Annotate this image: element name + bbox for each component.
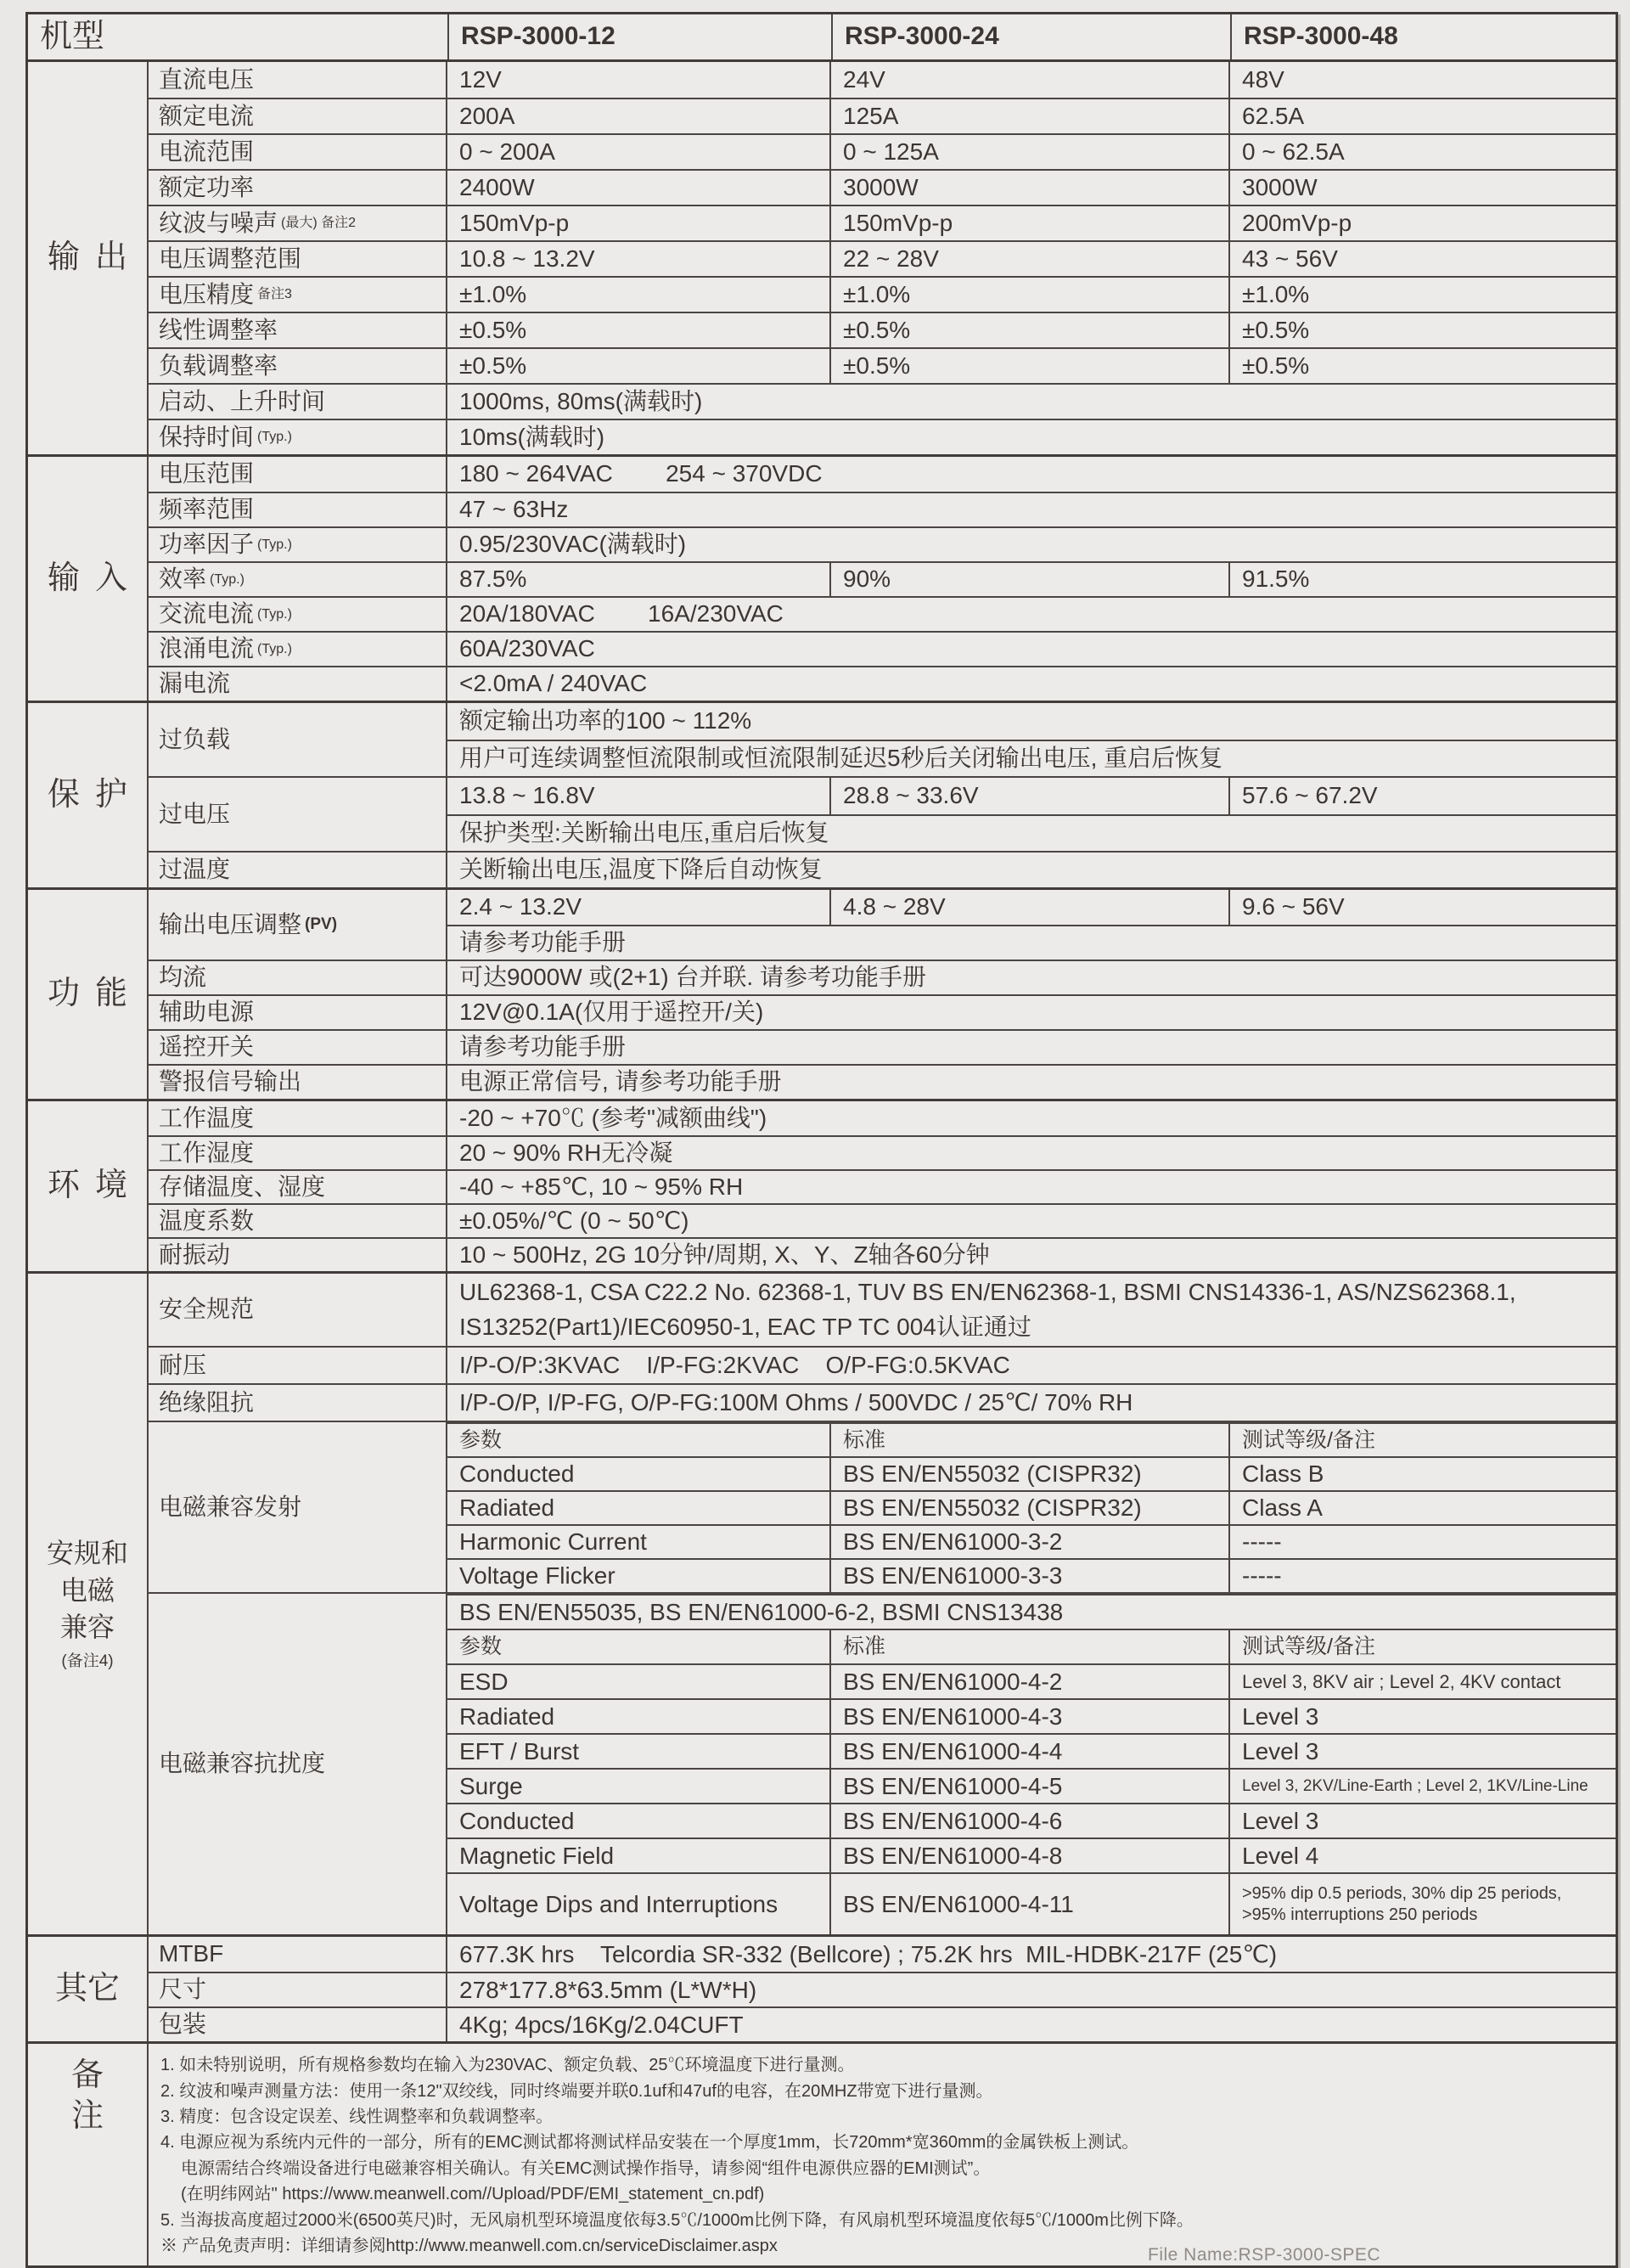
row-label: 过温度 — [149, 853, 447, 887]
row-storage-temp-humidity — [149, 1169, 1616, 1203]
row-emc-immunity — [149, 1592, 1616, 1934]
test-level: Level 3 — [1242, 1702, 1319, 1730]
standard: BS EN/EN61000-4-8 — [831, 1839, 1230, 1872]
parameter: Conducted — [447, 1804, 831, 1837]
row-label: 温度系数 — [149, 1205, 447, 1237]
row-label: 电磁兼容发射 — [149, 1422, 447, 1592]
section-environment-label: 环境 — [28, 1101, 149, 1271]
standard: BS EN/EN61000-3-3 — [831, 1560, 1230, 1592]
row-label: 额定电流 — [149, 99, 447, 133]
safety-standards-value: UL62368-1, CSA C22.2 No. 62368-1, TUV BS EN/EN62368-1, BSMI CNS14336-1, AS/NZS62368.1, IS13252(Part1)/IEC60950-1, EAC TP TC 004认证通过 — [459, 1279, 1523, 1340]
section-environment — [28, 1099, 1616, 1271]
row-label-note: (Typ.) — [257, 606, 292, 622]
note-3: 3. 精度：包含设定误差、线性调整率和负载调整率。 — [160, 2107, 554, 2126]
row-voltage-tolerance — [149, 276, 1616, 312]
row-label: 存储温度、湿度 — [149, 1171, 447, 1203]
model-name-rsp-3000-48: RSP-3000-48 — [1244, 22, 1398, 51]
row-voltage-adj-range — [149, 240, 1616, 276]
value-all-models: 10ms(满载时) — [459, 423, 605, 450]
value-all-models: ±0.05%/℃ (0 ~ 50℃) — [459, 1207, 689, 1234]
standard: BS EN/EN61000-4-4 — [831, 1735, 1230, 1768]
section-others — [28, 1934, 1616, 2041]
note-4: 4. 电源应视为系统内元件的一部分，所有的EMC测试都将测试样品安装在一个厚度1mm，长720mm*宽360mm的金属铁板上测试。 — [160, 2133, 1139, 2153]
parameter: Harmonic Current — [447, 1526, 831, 1558]
emission-row-radiated — [447, 1490, 1616, 1524]
row-label: 警报信号输出 — [149, 1066, 447, 1099]
standard: BS EN/EN61000-4-2 — [831, 1665, 1230, 1698]
test-level: Level 3, 2KV/Line-Earth ; Level 2, 1KV/Line-Line — [1242, 1776, 1588, 1795]
value-48: ±0.5% — [1242, 316, 1310, 343]
mtbf-value: 677.3K hrs Telcordia SR-332 (Bellcore) ; 75.2K hrs MIL-HDBK-217F (25℃) — [459, 1940, 1278, 1967]
test-level: Level 3 — [1242, 1737, 1319, 1764]
row-label-note: (最大) 备注2 — [281, 216, 357, 231]
safety-label-line3: 兼容 — [59, 1611, 115, 1642]
standard: BS EN/EN61000-4-3 — [831, 1700, 1230, 1733]
row-label: 安全规范 — [149, 1274, 447, 1346]
row-packing — [149, 2006, 1616, 2041]
note-4-url: (在明纬网站" https://www.meanwell.com//Upload/PDF/EMI_statement_cn.pdf) — [181, 2185, 765, 2204]
model-header-row — [28, 14, 1616, 59]
row-label: 耐振动 — [149, 1239, 447, 1271]
value-48: ±1.0% — [1242, 280, 1310, 307]
overload-behavior: 用户可连续调整恒流限制或恒流限制延迟5秒后关闭输出电压, 重启后恢复 — [459, 745, 1223, 772]
value-12: 87.5% — [447, 563, 831, 596]
parameter: Voltage Flicker — [447, 1560, 831, 1592]
value-48: 91.5% — [1242, 566, 1310, 593]
row-label: 启动、上升时间 — [149, 385, 447, 419]
row-label: 额定功率 — [149, 171, 447, 205]
row-label: 耐压 — [149, 1348, 447, 1383]
row-label: 线性调整率 — [149, 313, 447, 347]
value-12: 2.4 ~ 13.2V — [447, 890, 831, 925]
value-12: 12V — [447, 62, 831, 98]
spec-table — [25, 12, 1618, 2268]
emission-row-voltage-flicker — [447, 1558, 1616, 1592]
row-dc-voltage — [149, 62, 1616, 98]
parameter: ESD — [447, 1665, 831, 1698]
value-48: 0 ~ 62.5A — [1242, 138, 1345, 165]
row-withstand-voltage — [149, 1346, 1616, 1383]
value-24: 4.8 ~ 28V — [831, 890, 1230, 925]
row-overvoltage — [149, 776, 1616, 851]
row-label: 辅助电源 — [149, 996, 447, 1029]
row-label: 负载调整率 — [149, 349, 447, 383]
overload-range: 额定输出功率的100 ~ 112% — [459, 707, 752, 734]
test-level: ----- — [1242, 1562, 1282, 1590]
value-12: ±0.5% — [447, 313, 831, 347]
note-1: 1. 如未特别说明，所有规格参数均在输入为230VAC、额定负载、25℃环境温度下进行量测。 — [160, 2056, 855, 2075]
standard: BS EN/EN61000-4-5 — [831, 1770, 1230, 1803]
row-efficiency — [149, 561, 1616, 596]
row-power-factor — [149, 526, 1616, 561]
row-label-note: (Typ.) — [257, 537, 292, 552]
parameter: Magnetic Field — [447, 1839, 831, 1872]
row-dimension — [149, 1972, 1616, 2006]
row-label: 输出电压调整 (PV) — [149, 890, 447, 960]
row-label: 绝缘阻抗 — [149, 1385, 447, 1421]
row-inrush-current — [149, 631, 1616, 666]
test-level: Level 3 — [1242, 1807, 1319, 1834]
row-label: 漏电流 — [149, 667, 447, 701]
row-overload — [149, 703, 1616, 776]
model-header-label: 机型 — [28, 14, 449, 59]
immunity-standards-line — [447, 1594, 1616, 1629]
row-label: 直流电压 — [149, 62, 447, 98]
overtemperature-behavior: 关断输出电压,温度下降后自动恢复 — [459, 856, 823, 883]
packing-value: 4Kg; 4pcs/16Kg/2.04CUFT — [459, 2011, 744, 2038]
row-label: 交流电流 (Typ.) — [149, 598, 447, 631]
row-label: 遥控开关 — [149, 1031, 447, 1064]
value-24: 28.8 ~ 33.6V — [831, 778, 1230, 814]
emission-row-conducted — [447, 1456, 1616, 1490]
immunity-row-esd — [447, 1663, 1616, 1698]
row-label: 尺寸 — [149, 1973, 447, 2006]
row-leakage-current — [149, 666, 1616, 701]
value-24: 3000W — [831, 171, 1230, 205]
model-name-rsp-3000-12: RSP-3000-12 — [449, 14, 833, 59]
row-ripple-noise — [149, 205, 1616, 240]
value-all-models: -20 ~ +70℃ (参考"减额曲线") — [459, 1104, 767, 1131]
value-all-models: 电源正常信号, 请参考功能手册 — [459, 1068, 782, 1095]
row-alarm-signal — [149, 1064, 1616, 1099]
row-label: 纹波与噪声 (最大) 备注2 — [149, 206, 447, 240]
value-48: ±0.5% — [1242, 352, 1310, 379]
row-label: 过负载 — [149, 703, 447, 776]
isolation-resistance-value: I/P-O/P, I/P-FG, O/P-FG:100M Ohms / 500VDC / 25℃/ 70% RH — [459, 1389, 1133, 1416]
value-all-models: 20A/180VAC 16A/230VAC — [459, 600, 784, 627]
emc-emission-table — [447, 1422, 1616, 1592]
row-emc-emission — [149, 1421, 1616, 1592]
row-label: 均流 — [149, 961, 447, 994]
col-standard: 标准 — [831, 1424, 1230, 1456]
row-setup-rise-time — [149, 383, 1616, 419]
value-12: 0 ~ 200A — [447, 135, 831, 169]
immunity-row-radiated — [447, 1698, 1616, 1733]
row-output-voltage-adjust-pv — [149, 890, 1616, 960]
row-working-temperature — [149, 1101, 1616, 1135]
value-all-models: 12V@0.1A(仅用于遥控开/关) — [459, 999, 764, 1026]
row-label: 保持时间 (Typ.) — [149, 420, 447, 454]
row-label: 过电压 — [149, 778, 447, 851]
row-rated-power — [149, 169, 1616, 205]
parameter: Voltage Dips and Interruptions — [447, 1874, 831, 1934]
immunity-row-conducted — [447, 1803, 1616, 1837]
value-48: 200mVp-p — [1242, 209, 1352, 236]
col-parameter: 参数 — [447, 1424, 831, 1456]
dimension-value: 278*177.8*63.5mm (L*W*H) — [459, 1976, 757, 2003]
section-function-label: 功能 — [28, 890, 149, 1099]
row-label-note: (Typ.) — [210, 571, 244, 587]
value-48: 48V — [1242, 65, 1284, 93]
row-vibration — [149, 1237, 1616, 1271]
row-overtemperature — [149, 851, 1616, 887]
value-24: ±0.5% — [831, 313, 1230, 347]
value-all-models: 20 ~ 90% RH无冷凝 — [459, 1139, 673, 1166]
section-output-label: 输出 — [28, 62, 149, 454]
row-label-note: (PV) — [305, 915, 338, 933]
value-12: 200A — [447, 99, 831, 133]
row-label: 工作温度 — [149, 1101, 447, 1135]
section-notes — [28, 2041, 1616, 2265]
value-12: 13.8 ~ 16.8V — [447, 778, 831, 814]
notes-list — [149, 2044, 1616, 2265]
note-disclaimer: ※ 产品免责声明：详细请参阅http://www.meanwell.com.cn/serviceDisclaimer.aspx — [160, 2236, 778, 2255]
emc-immunity-header — [447, 1629, 1616, 1663]
value-all-models: <2.0mA / 240VAC — [459, 670, 648, 697]
test-level: ----- — [1242, 1528, 1282, 1556]
value-all-models: 10 ~ 500Hz, 2G 10分钟/周期, X、Y、Z轴各60分钟 — [459, 1241, 990, 1268]
row-label-note: (Typ.) — [257, 430, 292, 445]
value-all-models: 0.95/230VAC(满载时) — [459, 531, 687, 558]
section-function — [28, 887, 1616, 1099]
row-label: 效率 (Typ.) — [149, 563, 447, 596]
immunity-row-magnetic-field — [447, 1837, 1616, 1872]
row-label: 工作湿度 — [149, 1137, 447, 1169]
standard: BS EN/EN61000-4-11 — [831, 1874, 1230, 1934]
section-protection-label: 保护 — [28, 703, 149, 887]
col-test-level: 测试等级/备注 — [1242, 1635, 1375, 1659]
row-current-sharing — [149, 960, 1616, 994]
value-24: ±0.5% — [831, 349, 1230, 383]
notes-label-text: 备注 — [70, 2057, 104, 2134]
immunity-row-voltage-dips — [447, 1872, 1616, 1934]
parameter: EFT / Burst — [447, 1735, 831, 1768]
parameter: Radiated — [447, 1700, 831, 1733]
row-safety-standards — [149, 1274, 1616, 1346]
safety-label-note: (备注4) — [61, 1652, 114, 1671]
value-24: 22 ~ 28V — [831, 242, 1230, 276]
section-safety-emc-label — [28, 1274, 149, 1934]
row-frequency-range — [149, 492, 1616, 526]
value-all-models: 请参考功能手册 — [459, 1033, 627, 1061]
pv-behavior: 请参考功能手册 — [459, 929, 627, 956]
section-others-label: 其它 — [28, 1937, 149, 2041]
value-24: 24V — [831, 62, 1230, 98]
row-rated-current — [149, 98, 1616, 133]
model-name-rsp-3000-24: RSP-3000-24 — [833, 14, 1232, 59]
row-label: 电压调整范围 — [149, 242, 447, 276]
file-name-footer: File Name:RSP-3000-SPEC — [1148, 2245, 1381, 2265]
value-12: 2400W — [447, 171, 831, 205]
row-mtbf — [149, 1937, 1616, 1972]
value-24: 0 ~ 125A — [831, 135, 1230, 169]
col-parameter: 参数 — [447, 1630, 831, 1663]
row-label-note: (Typ.) — [257, 641, 292, 656]
note-2: 2. 纹波和噪声测量方法：使用一条12"双绞线，同时终端要并联0.1uf和47uf的电容，在20MHZ带宽下进行量测。 — [160, 2081, 993, 2101]
row-label: 电磁兼容抗扰度 — [149, 1594, 447, 1934]
row-load-regulation — [149, 347, 1616, 383]
immunity-row-eft-burst — [447, 1733, 1616, 1768]
parameter: Radiated — [447, 1492, 831, 1524]
note-4-continuation: 电源需结合终端设备进行电磁兼容相关确认。有关EMC测试操作指导，请参阅“组件电源供应器的EMI测试”。 — [181, 2158, 991, 2178]
emission-row-harmonic-current — [447, 1524, 1616, 1558]
immunity-standards-value: BS EN/EN55035, BS EN/EN61000-6-2, BSMI CNS13438 — [459, 1598, 1064, 1625]
value-all-models: 47 ~ 63Hz — [459, 496, 569, 523]
value-all-models: 可达9000W 或(2+1) 台并联. 请参考功能手册 — [459, 964, 926, 991]
row-label: 功率因子 (Typ.) — [149, 528, 447, 561]
value-24: ±1.0% — [831, 278, 1230, 312]
value-all-models: 1000ms, 80ms(满载时) — [459, 387, 703, 414]
row-label: 电流范围 — [149, 135, 447, 169]
row-label-note: 备注3 — [257, 287, 292, 302]
section-input — [28, 454, 1616, 701]
section-output — [28, 59, 1616, 454]
row-label: 包装 — [149, 2008, 447, 2041]
value-24: 125A — [831, 99, 1230, 133]
value-all-models: 60A/230VAC — [459, 635, 595, 662]
value-48: 43 ~ 56V — [1242, 245, 1338, 272]
test-level: Level 3, 8KV air ; Level 2, 4KV contact — [1242, 1671, 1561, 1693]
col-test-level: 测试等级/备注 — [1242, 1427, 1375, 1452]
value-48: 3000W — [1242, 173, 1318, 200]
value-48: 62.5A — [1242, 102, 1305, 129]
standard: BS EN/EN61000-3-2 — [831, 1526, 1230, 1558]
row-label: 电压精度 备注3 — [149, 278, 447, 312]
value-12: 150mVp-p — [447, 206, 831, 240]
row-isolation-resistance — [149, 1383, 1616, 1421]
section-protection — [28, 701, 1616, 887]
row-label: 频率范围 — [149, 493, 447, 526]
value-all-models: -40 ~ +85℃, 10 ~ 95% RH — [459, 1173, 744, 1200]
standard: BS EN/EN55032 (CISPR32) — [831, 1458, 1230, 1490]
col-standard: 标准 — [831, 1630, 1230, 1663]
value-12: ±1.0% — [447, 278, 831, 312]
note-5: 5. 当海拔高度超过2000米(6500英尺)时，无风扇机型环境温度依每3.5℃/1000m比例下降，有风扇机型环境温度依每5℃/1000m比例下降。 — [160, 2210, 1194, 2230]
row-ac-current — [149, 596, 1616, 631]
row-working-humidity — [149, 1135, 1616, 1169]
test-level: Class A — [1242, 1494, 1323, 1522]
standard: BS EN/EN55032 (CISPR32) — [831, 1492, 1230, 1524]
row-label: 电压范围 — [149, 457, 447, 492]
overvoltage-behavior: 保护类型:关断输出电压,重启后恢复 — [459, 819, 829, 847]
row-voltage-range — [149, 457, 1616, 492]
emc-immunity-table — [447, 1594, 1616, 1934]
parameter: Surge — [447, 1770, 831, 1803]
section-safety-emc — [28, 1271, 1616, 1934]
row-temp-coefficient — [149, 1203, 1616, 1237]
value-24: 150mVp-p — [831, 206, 1230, 240]
row-label: 浪涌电流 (Typ.) — [149, 633, 447, 666]
value-12: ±0.5% — [447, 349, 831, 383]
emc-emission-header — [447, 1422, 1616, 1456]
withstand-voltage-value: I/P-O/P:3KVAC I/P-FG:2KVAC O/P-FG:0.5KVAC — [459, 1352, 1010, 1379]
value-12: 10.8 ~ 13.2V — [447, 242, 831, 276]
parameter: Conducted — [447, 1458, 831, 1490]
safety-label-line2: 电磁 — [59, 1574, 115, 1606]
value-24: 90% — [831, 563, 1230, 596]
safety-label-line1: 安规和 — [46, 1538, 128, 1569]
value-all-models: 180 ~ 264VAC 254 ~ 370VDC — [459, 460, 823, 487]
row-current-range — [149, 133, 1616, 169]
section-notes-label — [28, 2044, 149, 2265]
row-auxiliary-power — [149, 994, 1616, 1029]
row-hold-up-time — [149, 419, 1616, 454]
immunity-row-surge — [447, 1768, 1616, 1803]
row-remote-control — [149, 1029, 1616, 1064]
row-label: MTBF — [149, 1937, 447, 1972]
value-48: 9.6 ~ 56V — [1242, 893, 1345, 920]
value-48: 57.6 ~ 67.2V — [1242, 782, 1378, 809]
section-input-label: 输入 — [28, 457, 149, 701]
standard: BS EN/EN61000-4-6 — [831, 1804, 1230, 1837]
test-level: Class B — [1242, 1460, 1324, 1488]
test-level: >95% dip 0.5 periods, 30% dip 25 periods, >95% interruptions 250 periods — [1242, 1883, 1566, 1924]
row-line-regulation — [149, 312, 1616, 347]
test-level: Level 4 — [1242, 1842, 1319, 1869]
